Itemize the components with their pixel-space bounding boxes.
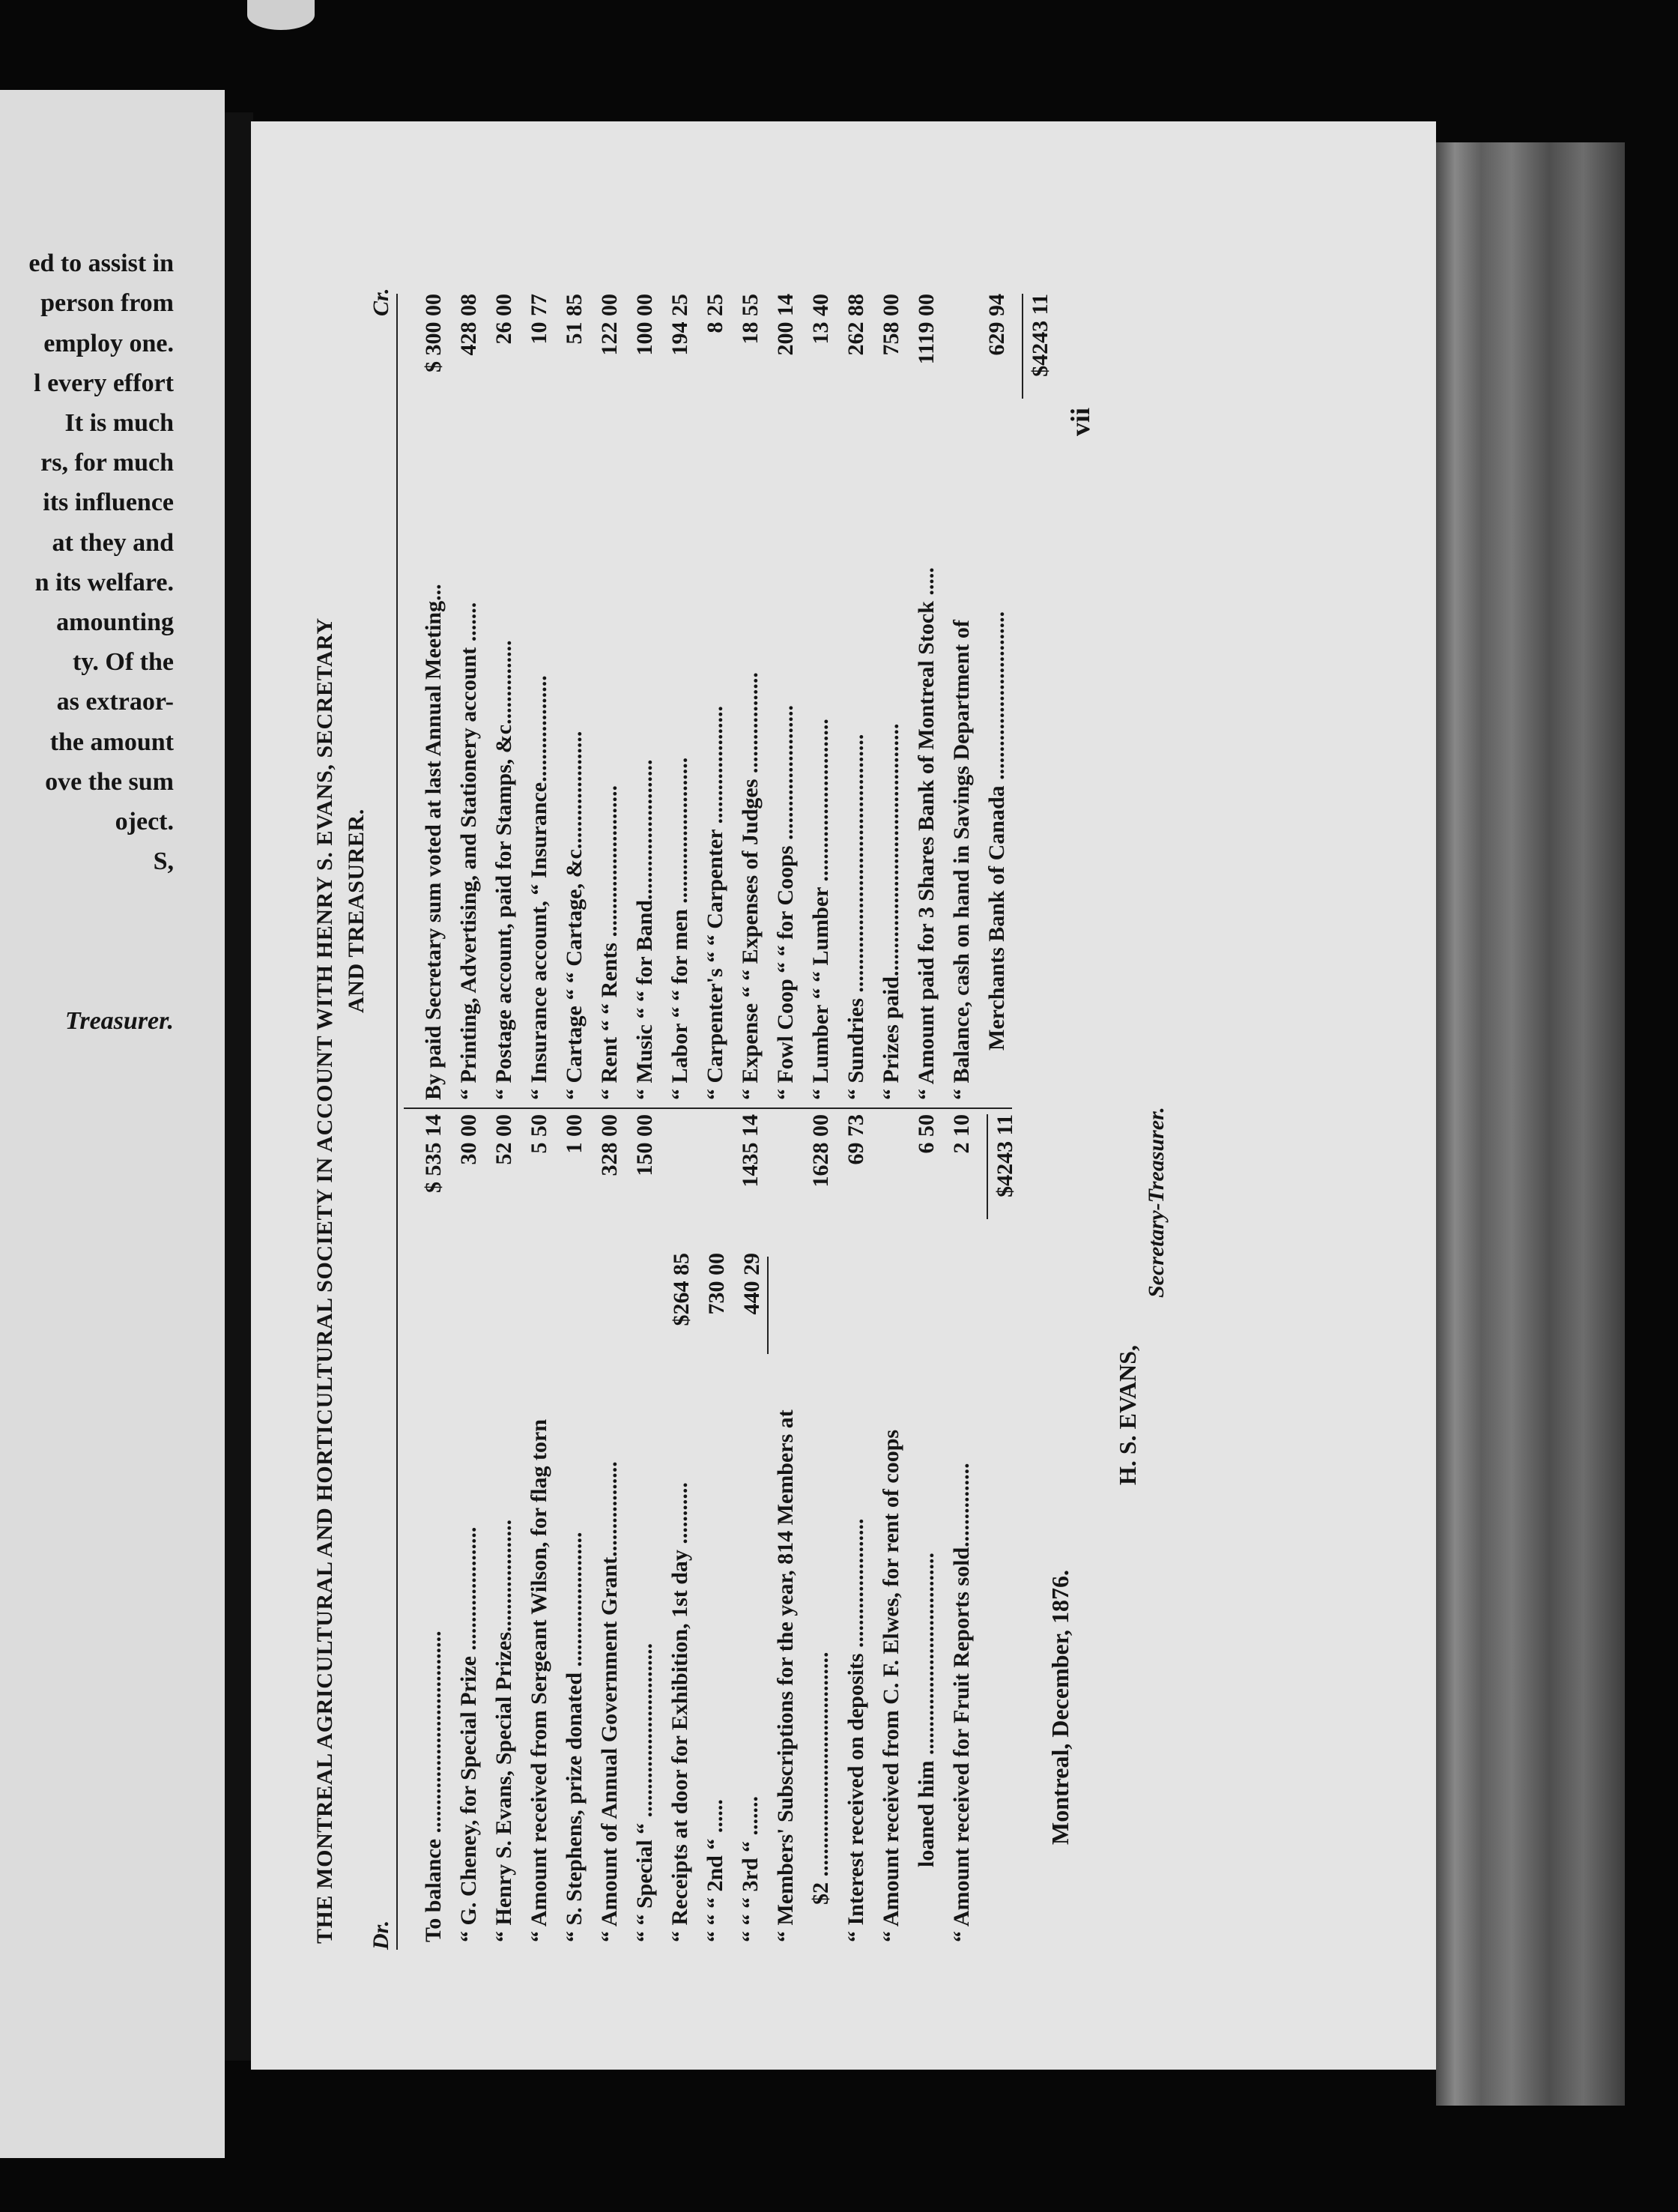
left-page-line: l every effort: [34, 369, 174, 397]
debit-row: [951, 1114, 976, 1942]
credit-row: [634, 294, 659, 1100]
debit-row: [528, 1114, 554, 1942]
credit-description: “ Sundries ..............................................: [843, 734, 868, 1100]
credit-row: [563, 294, 589, 1100]
header-rule: [396, 294, 398, 1950]
left-page-line: its influence: [43, 489, 174, 516]
credit-row: [669, 294, 694, 1100]
credit-description: Merchants Bank of Canada ..............................: [984, 611, 1009, 1051]
credit-amount: 8 25: [703, 294, 727, 333]
credit-header: Cr.: [369, 288, 393, 316]
debit-row: [458, 1114, 483, 1942]
debit-amount: 2 10: [949, 1114, 974, 1154]
receipts-day3-amount: 440 29: [739, 1253, 764, 1315]
left-page-line: ty. Of the: [72, 648, 174, 676]
credit-row: [915, 294, 941, 1100]
debit-amount: 1628 00: [808, 1114, 833, 1188]
debit-row: [810, 1114, 835, 1905]
debit-description: To balance ....................................: [421, 1631, 446, 1942]
left-page-line: n its welfare.: [34, 569, 174, 596]
debit-amount: 30 00: [456, 1114, 481, 1165]
credit-row: [528, 294, 554, 1100]
page-tear: [247, 0, 315, 30]
credit-amount: 428 08: [456, 294, 481, 356]
debit-row: [669, 1114, 694, 1942]
debit-description: “ G. Cheney, for Special Prize ......................: [456, 1526, 481, 1942]
credit-row: [704, 294, 730, 1100]
signature-name: H. S. EVANS,: [1114, 1344, 1141, 1485]
page-number: vii: [1065, 407, 1095, 436]
debit-amount: 1435 14: [738, 1114, 763, 1188]
debit-description: “ Receipts at door for Exhibition, 1st day ...........: [667, 1482, 692, 1942]
debit-row: [493, 1114, 518, 1942]
left-page-line: S,: [153, 847, 174, 875]
debit-row: [422, 1114, 448, 1942]
credit-description: “ Music “ “ for Band.........................: [632, 759, 657, 1100]
credit-row: [810, 294, 835, 1100]
credit-row: [739, 294, 765, 1100]
debit-total-rule: [987, 1114, 988, 1219]
debit-header: Dr.: [369, 1920, 393, 1950]
left-page-line: oject.: [115, 808, 174, 835]
debit-row: [634, 1114, 659, 1942]
left-page: [0, 90, 225, 2158]
debit-description: “ Amount received from C. F. Elwes, for rent of coops: [879, 1429, 903, 1942]
debit-row: [739, 1114, 765, 1942]
credit-amount: 194 25: [667, 294, 692, 356]
credit-description: By paid Secretary sum voted at last Annual Meeting...: [421, 584, 446, 1100]
debit-description: “ Members' Subscriptions for the year, 814 Members at: [773, 1409, 798, 1942]
page-edges: [1436, 142, 1625, 2106]
credit-description: “ Printing, Advertising, and Stationery account .......: [456, 602, 481, 1100]
credit-row: [458, 294, 483, 1100]
left-page-line: person from: [40, 289, 174, 317]
credit-amount: 629 94: [984, 294, 1009, 356]
credit-row: [775, 294, 800, 1100]
debit-description: “ “ “ 2nd “ ......: [703, 1799, 727, 1942]
debit-description: “ Amount of Annual Government Grant.................: [597, 1461, 622, 1942]
credit-amount: 51 85: [562, 294, 587, 345]
debit-row: [599, 1114, 624, 1942]
center-rule: [404, 1107, 1012, 1109]
receipts-day2-amount: 730 00: [704, 1253, 729, 1315]
debit-total: $4243 11: [993, 1114, 1017, 1197]
debit-amount: 150 00: [632, 1114, 657, 1176]
credit-description: “ Amount paid for 3 Shares Bank of Montreal Stock .....: [914, 567, 939, 1100]
credit-amount: 26 00: [491, 294, 516, 345]
left-page-line: ove the sum: [45, 768, 174, 796]
book-gutter: [225, 112, 253, 2061]
left-page-line: amounting: [56, 608, 174, 636]
ledger-title-line1: THE MONTREAL AGRICULTURAL AND HORTICULTURAL SOCIETY IN ACCOUNT WITH HENRY S. EVANS, SECRETARY: [312, 617, 337, 1944]
credit-row: [599, 294, 624, 1100]
credit-row: [845, 294, 870, 1100]
credit-description: “ Lumber “ “ Lumber .............................: [808, 719, 833, 1100]
credit-amount: 758 00: [879, 294, 903, 356]
debit-description: $2 ........................................: [808, 1652, 833, 1905]
debit-description: “ “ “ 3rd “ .......: [738, 1796, 763, 1942]
ledger-title-line2: AND TREASURER.: [344, 809, 369, 1013]
debit-amount: 69 73: [843, 1114, 868, 1165]
left-page-line: employ one.: [43, 330, 174, 357]
left-page-line: at they and: [52, 529, 174, 557]
credit-row: [493, 294, 518, 1100]
left-page-line: ed to assist in: [28, 250, 174, 277]
credit-row: [422, 294, 448, 1100]
place-date: Montreal, December, 1876.: [1047, 1569, 1073, 1845]
credit-row: [951, 294, 976, 1100]
credit-amount: 100 00: [632, 294, 657, 356]
credit-description: “ Expense “ “ Expenses of Judges ..................: [738, 672, 763, 1100]
credit-description: “ Insurance account, “ Insurance...................: [527, 675, 551, 1100]
debit-description: “ Henry S. Evans, Special Prizes....................: [491, 1519, 516, 1942]
credit-amount: 1119 00: [914, 294, 939, 365]
receipts-day1-amount: $264 85: [669, 1253, 694, 1326]
debit-amount: $ 535 14: [421, 1114, 446, 1193]
debit-amount: 6 50: [914, 1114, 939, 1154]
credit-description: “ Rent “ “ Rents ...........................: [597, 785, 622, 1100]
debit-amount: 5 50: [527, 1114, 551, 1154]
receipts-rule: [767, 1257, 769, 1354]
credit-amount: 10 77: [527, 294, 551, 345]
debit-description: “ S. Stephens, prize donated ........................: [562, 1532, 587, 1942]
debit-amount: 52 00: [491, 1114, 516, 1165]
left-page-line: the amount: [49, 728, 174, 756]
credit-description: “ Fowl Coop “ “ for Coops ........................: [773, 705, 798, 1100]
credit-description: “ Balance, cash on hand in Savings Department of: [949, 620, 974, 1100]
left-page-line: Treasurer.: [64, 1007, 174, 1035]
credit-total-rule: [1022, 294, 1023, 399]
debit-description: “ Interest received on deposits .......................: [843, 1518, 868, 1942]
debit-row: [704, 1114, 730, 1942]
left-page-line: as extraor-: [56, 688, 174, 716]
debit-row: [880, 1114, 906, 1942]
debit-description: “ Amount received for Fruit Reports sold...............: [949, 1463, 974, 1942]
credit-amount: 122 00: [597, 294, 622, 356]
debit-description: “ “ Special “ ...............................: [632, 1643, 657, 1942]
credit-description: “ Postage account, paid for Stamps, &c...............: [491, 640, 516, 1100]
account-ledger: [291, 256, 1258, 1950]
credit-amount: 18 55: [738, 294, 763, 345]
credit-description: “ Labor “ “ for men ..........................: [667, 757, 692, 1100]
credit-amount: 13 40: [808, 294, 833, 345]
credit-row: [880, 294, 906, 1100]
credit-description: “ Prizes paid.............................................: [879, 723, 903, 1100]
credit-amount: $ 300 00: [421, 294, 446, 372]
debit-row: [775, 1114, 800, 1942]
credit-total: $4243 11: [1028, 294, 1052, 377]
credit-amount: 262 88: [843, 294, 868, 356]
debit-description: loaned him ....................................: [914, 1552, 939, 1867]
signature-title: Secretary-Treasurer.: [1144, 1107, 1169, 1298]
credit-description: “ Carpenter's “ “ Carpenter .....................: [703, 705, 727, 1100]
debit-row: [915, 1114, 941, 1867]
left-page-line: rs, for much: [40, 449, 174, 477]
debit-description: “ Amount received from Sergeant Wilson, for flag torn: [527, 1419, 551, 1942]
debit-amount: 328 00: [597, 1114, 622, 1176]
credit-row: [986, 294, 1011, 1051]
credit-description: “ Cartage “ “ Cartage, &c.....................: [562, 731, 587, 1100]
debit-row: [845, 1114, 870, 1942]
left-page-line: It is much: [64, 409, 174, 437]
debit-row: [563, 1114, 589, 1942]
credit-amount: 200 14: [773, 294, 798, 356]
debit-amount: 1 00: [562, 1114, 587, 1154]
